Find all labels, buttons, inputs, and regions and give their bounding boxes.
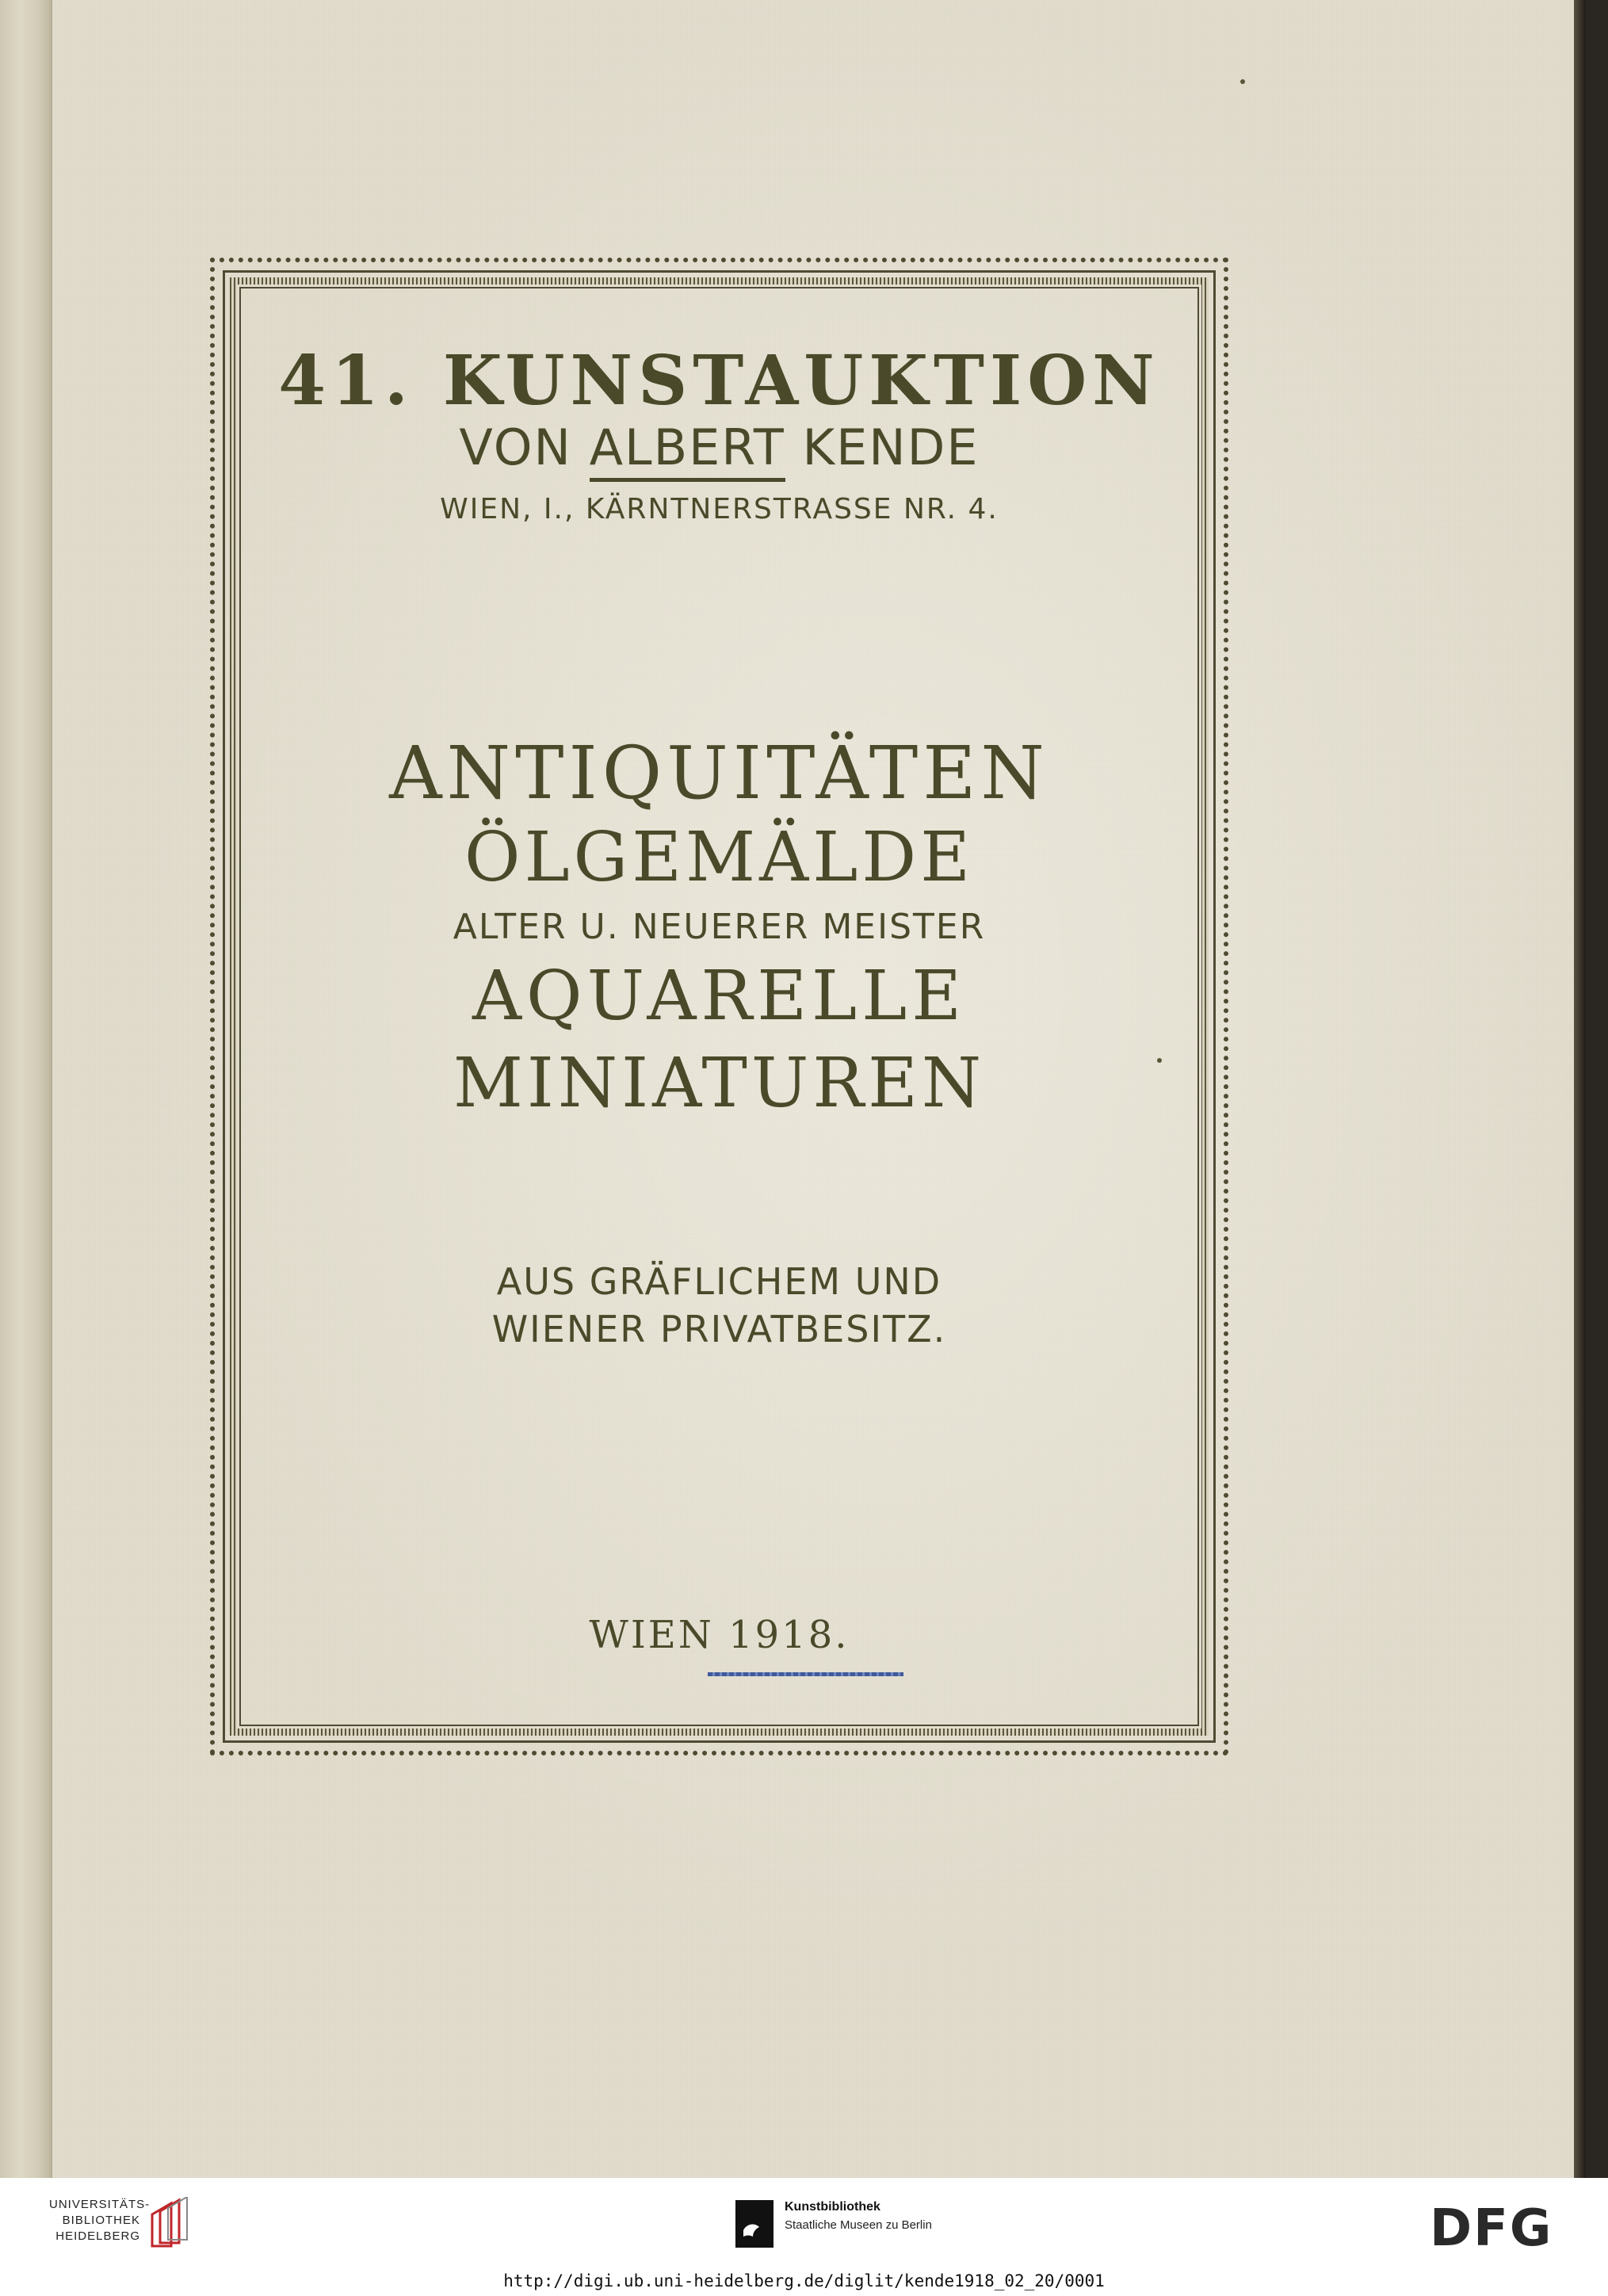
auction-number-title: 41. KUNSTAUKTION bbox=[278, 341, 1160, 421]
category-oil-paintings: ÖLGEMÄLDE bbox=[464, 818, 975, 897]
category-antiquities: ANTIQUITÄTEN bbox=[389, 731, 1049, 816]
ub-line-3: HEIDELBERG bbox=[55, 2229, 140, 2243]
auctioneer-prefix: VON bbox=[459, 418, 590, 476]
provenance-line-1: AUS GRÄFLICHEM UND bbox=[496, 1260, 942, 1303]
ub-heidelberg-logo-text[interactable] bbox=[49, 2197, 151, 2244]
auctioneer-first-name: ALBERT bbox=[590, 418, 785, 482]
place-and-year: WIEN 1918. bbox=[589, 1613, 850, 1657]
category-masters: ALTER U. NEUERER MEISTER bbox=[453, 907, 986, 947]
permalink-url[interactable]: http://digi.ub.uni-heidelberg.de/diglit/kende1918_02_20/0001 bbox=[503, 2271, 1105, 2290]
category-watercolours: AQUARELLE bbox=[472, 957, 967, 1036]
auctioneer-line bbox=[239, 418, 1199, 476]
kunstbibliothek-title: Kunstbibliothek bbox=[785, 2200, 880, 2214]
page-edge bbox=[1574, 0, 1586, 2178]
blue-stamp-underline bbox=[708, 1672, 903, 1676]
address: WIEN, I., KÄRNTNERSTRASSE NR. 4. bbox=[440, 493, 999, 525]
provenance-line-2: WIENER PRIVATBESITZ. bbox=[491, 1308, 947, 1350]
paper-speck bbox=[1240, 79, 1245, 84]
paper-speck bbox=[1157, 1058, 1162, 1063]
auctioneer-surname: KENDE bbox=[785, 418, 980, 476]
kunstbibliothek-logo-icon[interactable] bbox=[735, 2200, 773, 2248]
dfg-logo[interactable]: DFG bbox=[1430, 2199, 1553, 2258]
ub-line-1: UNIVERSITÄTS- bbox=[49, 2198, 151, 2211]
ub-line-2: BIBLIOTHEK bbox=[62, 2214, 140, 2227]
kunstbibliothek-subtitle: Staatliche Museen zu Berlin bbox=[785, 2218, 932, 2232]
category-miniatures: MINIATUREN bbox=[453, 1044, 986, 1123]
book-spine bbox=[0, 0, 52, 2178]
ub-heidelberg-logo-icon[interactable] bbox=[147, 2197, 192, 2252]
